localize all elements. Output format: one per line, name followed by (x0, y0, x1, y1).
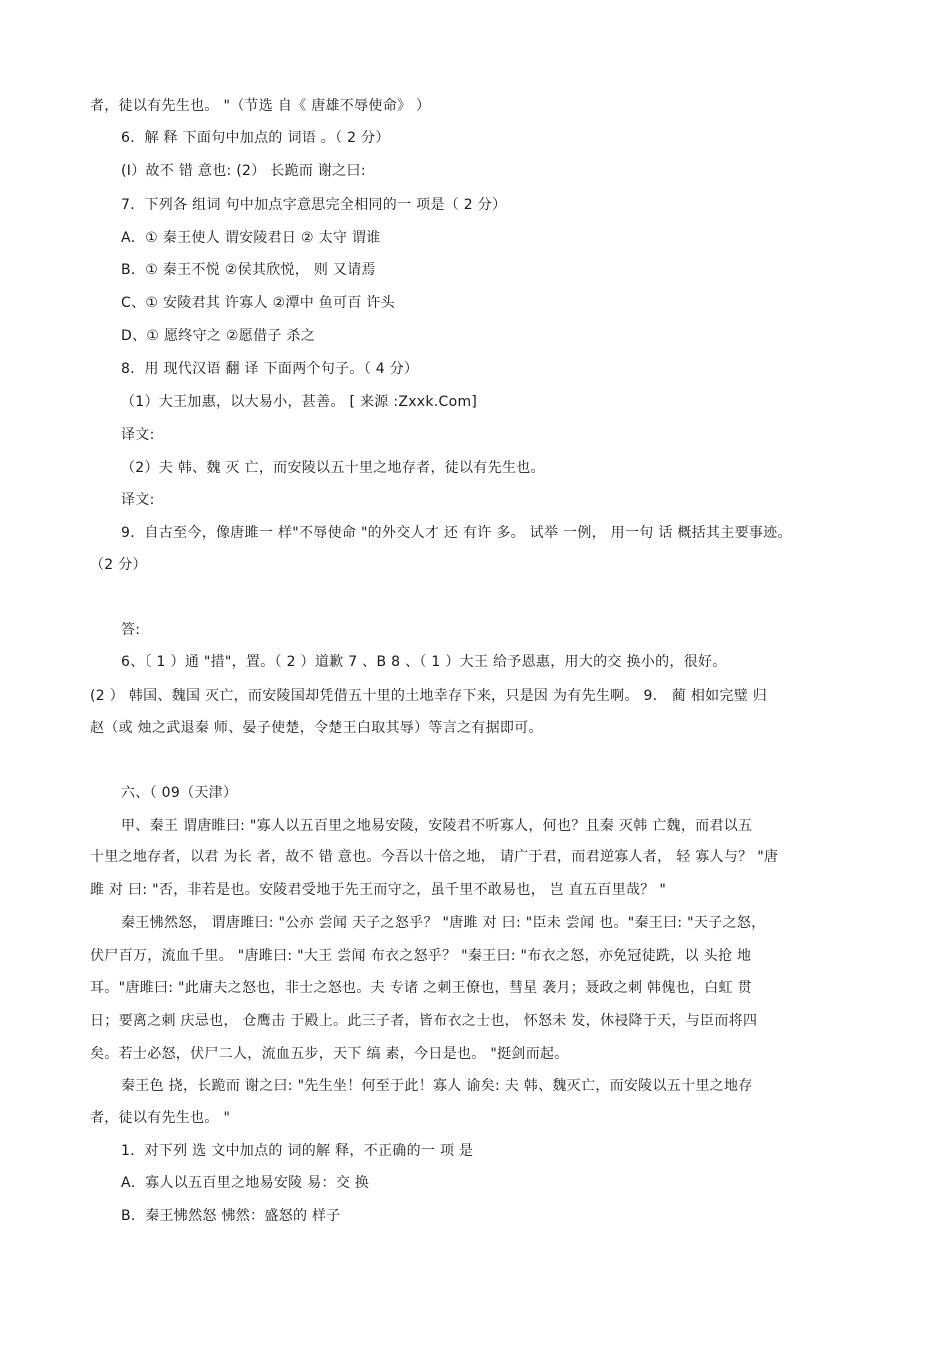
passage-line: 日；要离之刺 庆忌也， 仓鹰击 于殿上。此三子者，皆布衣之士也， 怀怒未 发，休祲降于天，与臣而将四 (90, 1013, 758, 1029)
answer-line: (2 ） 韩国、魏国 灭亡，而安陵国却凭借五十里的土地幸存下来，只是因 为有先生啊。 9． 蔺 相如完璧 归 (90, 688, 768, 704)
text-line: （2）夫 韩、魏 灭 亡，而安陵以五十里之地存者，徒以有先生也。 (121, 460, 545, 476)
passage-line: 雎 对 曰: "否，非若是也。安陵君受地于先王而守之，虽千里不敢易也， 岂 直五百里哉？ " (90, 882, 667, 898)
answer-label: 答: (121, 622, 141, 638)
section-heading: 六、（ 09（天津） (121, 785, 238, 801)
option-b: B．秦王怫然怒 怫然：盛怒的 样子 (121, 1208, 341, 1224)
option-a: A．① 秦王使人 谓安陵君日 ② 太守 谓谁 (121, 230, 381, 246)
text-line: （2 分） (90, 557, 147, 573)
question-7: 7．下列各 组词 句中加点字意思完全相同的一 项是（ 2 分） (121, 197, 507, 213)
question-6: 6．解 释 下面句中加点的 词语 。（ 2 分） (121, 130, 390, 146)
passage-line: 甲、秦王 谓唐睢曰: "寡人以五百里之地易安陵，安陵君不听寡人，何也？且秦 灭韩 亡魏，而君以五 (121, 818, 753, 834)
passage-line: 者，徒以有先生也。 " (90, 1110, 231, 1126)
text-line: （1）大王加惠，以大易小，甚善。 [ 来源 :Zxxk.Com] (121, 394, 478, 410)
answer-line: 6、〔 1 ）通 "措"，置。（ 2 ）道歉 7 、B 8 、（ 1 ）大王 给予恩惠，用大的交 换小的，很好。 (121, 654, 727, 670)
passage-line: 十里之地存者，以君 为长 者，故不 错 意也。今吾以十倍之地， 请广于君，而君逆寡人者， 轻 寡人与？ "唐 (90, 849, 779, 865)
passage-line: 伏尸百万，流血千里。 "唐雎曰: "大王 尝闻 布衣之怒乎？ "秦王曰: "布衣之怒，亦免冠徒跣，以 头抢 地 (90, 948, 752, 964)
text-line: (I）故不 错 意也: (2） 长跪而 谢之曰: (121, 163, 366, 179)
question-1: 1．对下列 选 文中加点的 词的解 释，不正确的一 项 是 (121, 1143, 474, 1159)
translation-label: 译文: (121, 492, 155, 508)
option-b: B．① 秦王不悦 ②侯其欣悦， 则 又请焉 (121, 262, 376, 278)
option-d: D、① 愿终守之 ②愿借子 杀之 (121, 328, 316, 344)
option-a: A．寡人以五百里之地易安陵 易：交 换 (121, 1175, 370, 1191)
question-9: 9．自古至今，像唐雎一 样"不辱使命 "的外交人才 还 有许 多。 试举 一例， 用一句 话 概括其主要事迹。 (121, 525, 792, 541)
question-8: 8．用 现代汉语 翻 译 下面两个句子。（ 4 分） (121, 361, 419, 377)
option-c: C、① 安陵君其 许寡人 ②潭中 鱼可百 许头 (121, 295, 396, 311)
passage-line: 矣。若士必怒，伏尸二人，流血五步，天下 缟 素，今日是也。 "挺剑而起。 (90, 1046, 569, 1062)
answer-line: 赵（或 烛之武退秦 师、晏子使楚，令楚王白取其辱）等言之有据即可。 (90, 720, 543, 736)
passage-line: 秦王色 挠，长跪而 谢之曰: "先生坐！何至于此！寡人 谕矣: 夫 韩、魏灭亡，而安陵以五十里之地存 (121, 1078, 753, 1094)
text-line: 者，徒以有先生也。 "（节选 自《 唐雄不辱使命》 ） (90, 98, 431, 114)
translation-label: 译文: (121, 427, 155, 443)
passage-line: 秦王怫然怒， 谓唐雎曰: "公亦 尝闻 天子之怒乎？ "唐雎 对 曰: "臣未 尝闻 也。"秦王曰: "天子之怒， (121, 915, 766, 931)
passage-line: 耳。"唐雎曰: "此庸夫之怒也，非士之怒也。夫 专诸 之刺王僚也，彗星 袭月；聂政之刺 韩傀也，白虹 贯 (90, 980, 752, 996)
